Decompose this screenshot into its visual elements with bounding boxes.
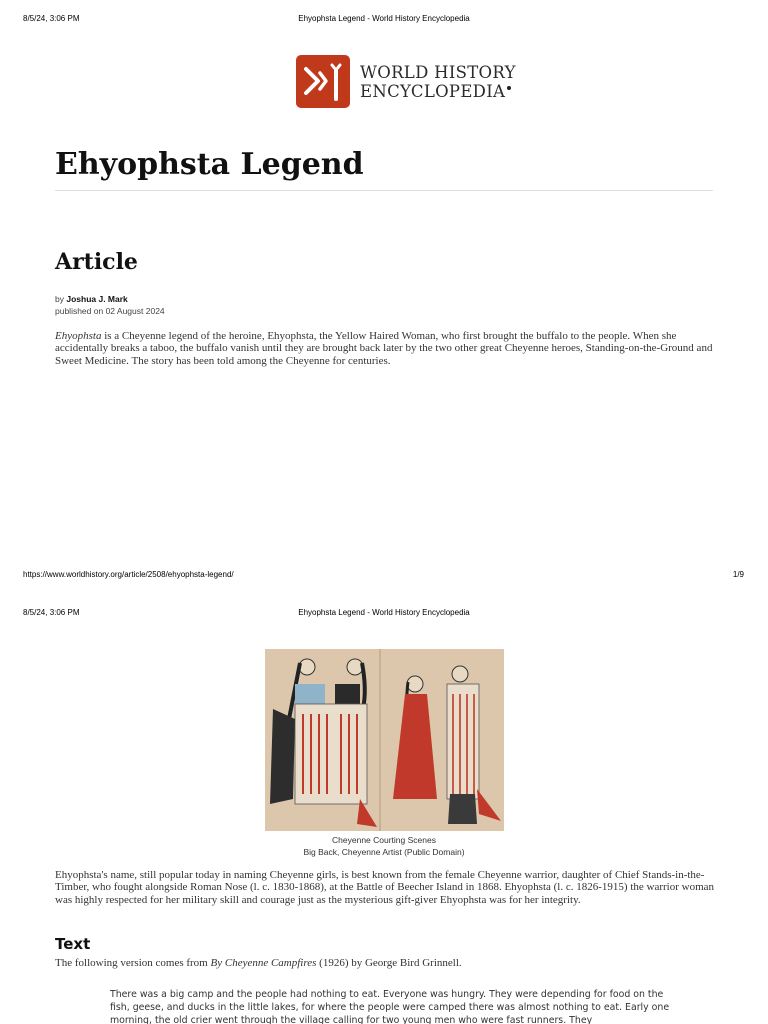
logo-line-2: ENCYCLOPEDIA [360,82,506,101]
courting-scene-illustration [265,649,504,831]
body-paragraph: Ehyophsta's name, still popular today in naming Cheyenne girls, is best known from the female Cheyenne warrior, daughter of Chief Stands-in-the-Timber, who fought alongside Roman Nose (l. c. 1830-1868), at the Battle of Beecher Island in 1868. Ehyophsta (l. c. 1826-1915) the warrior woman was highly respected for her military skill and courage just as the mysterious gift-giver Ehyophsta was for her integrity. [55,869,715,906]
legend-quote: There was a big camp and the people had nothing to eat. Everyone was hungry. They were depending for food on the fish, geese, and ducks in the little lakes, for where the people were camped there was almost nothing to eat. Early one morning, the old crier went through the village calling for two young men who were fast runners. They [110,989,670,1024]
print-datetime: 8/5/24, 3:06 PM [23,14,80,23]
logo-wordmark [360,63,516,101]
page-number: 1/9 [732,570,744,579]
source-text-before: The following version comes from [55,957,211,969]
page-title: Ehyophsta Legend [55,147,364,182]
print-doc-title: Ehyophsta Legend - World History Encyclopedia [298,14,470,23]
source-book-title: By Cheyenne Campfires [210,957,317,969]
print-datetime: 8/5/24, 3:06 PM [23,608,80,617]
intro-paragraph [55,330,715,367]
print-doc-title: Ehyophsta Legend - World History Encyclopedia [298,608,470,617]
text-heading: Text [55,935,91,953]
print-header [0,14,768,26]
figure-credit: Big Back, Cheyenne Artist (Public Domain) [303,847,465,857]
source-text-after: (1926) by George Bird Grinnell. [316,957,462,969]
section-heading: Article [55,249,138,275]
title-divider [55,190,713,191]
byline [55,293,165,317]
by-label: by [55,294,64,304]
print-footer [0,570,768,582]
intro-text: is a Cheyenne legend of the heroine, Ehyophsta, the Yellow Haired Woman, who first brought the buffalo to the people. When she accidentally breaks a taboo, the buffalo vanish until they are brought back later by the two other great Cheyenne heroes, Standing-on-the-Ground and Sweet Medicine. The story has been told among the Cheyenne for centuries. [55,330,713,367]
figure-caption: Cheyenne Courting Scenes [332,835,436,845]
publish-date: published on 02 August 2024 [55,306,165,316]
author-link[interactable]: Joshua J. Mark [66,294,128,304]
logo-mark-icon [296,55,350,108]
site-logo[interactable] [296,55,526,109]
logo-line-1: WORLD HISTORY [360,63,516,82]
source-paragraph [55,957,715,969]
print-url: https://www.worldhistory.org/article/2508/ehyophsta-legend/ [23,570,234,579]
article-image[interactable] [265,649,504,831]
logo-dot [507,86,511,90]
print-header-page-2 [0,608,768,620]
intro-italic: Ehyophsta [55,330,102,342]
